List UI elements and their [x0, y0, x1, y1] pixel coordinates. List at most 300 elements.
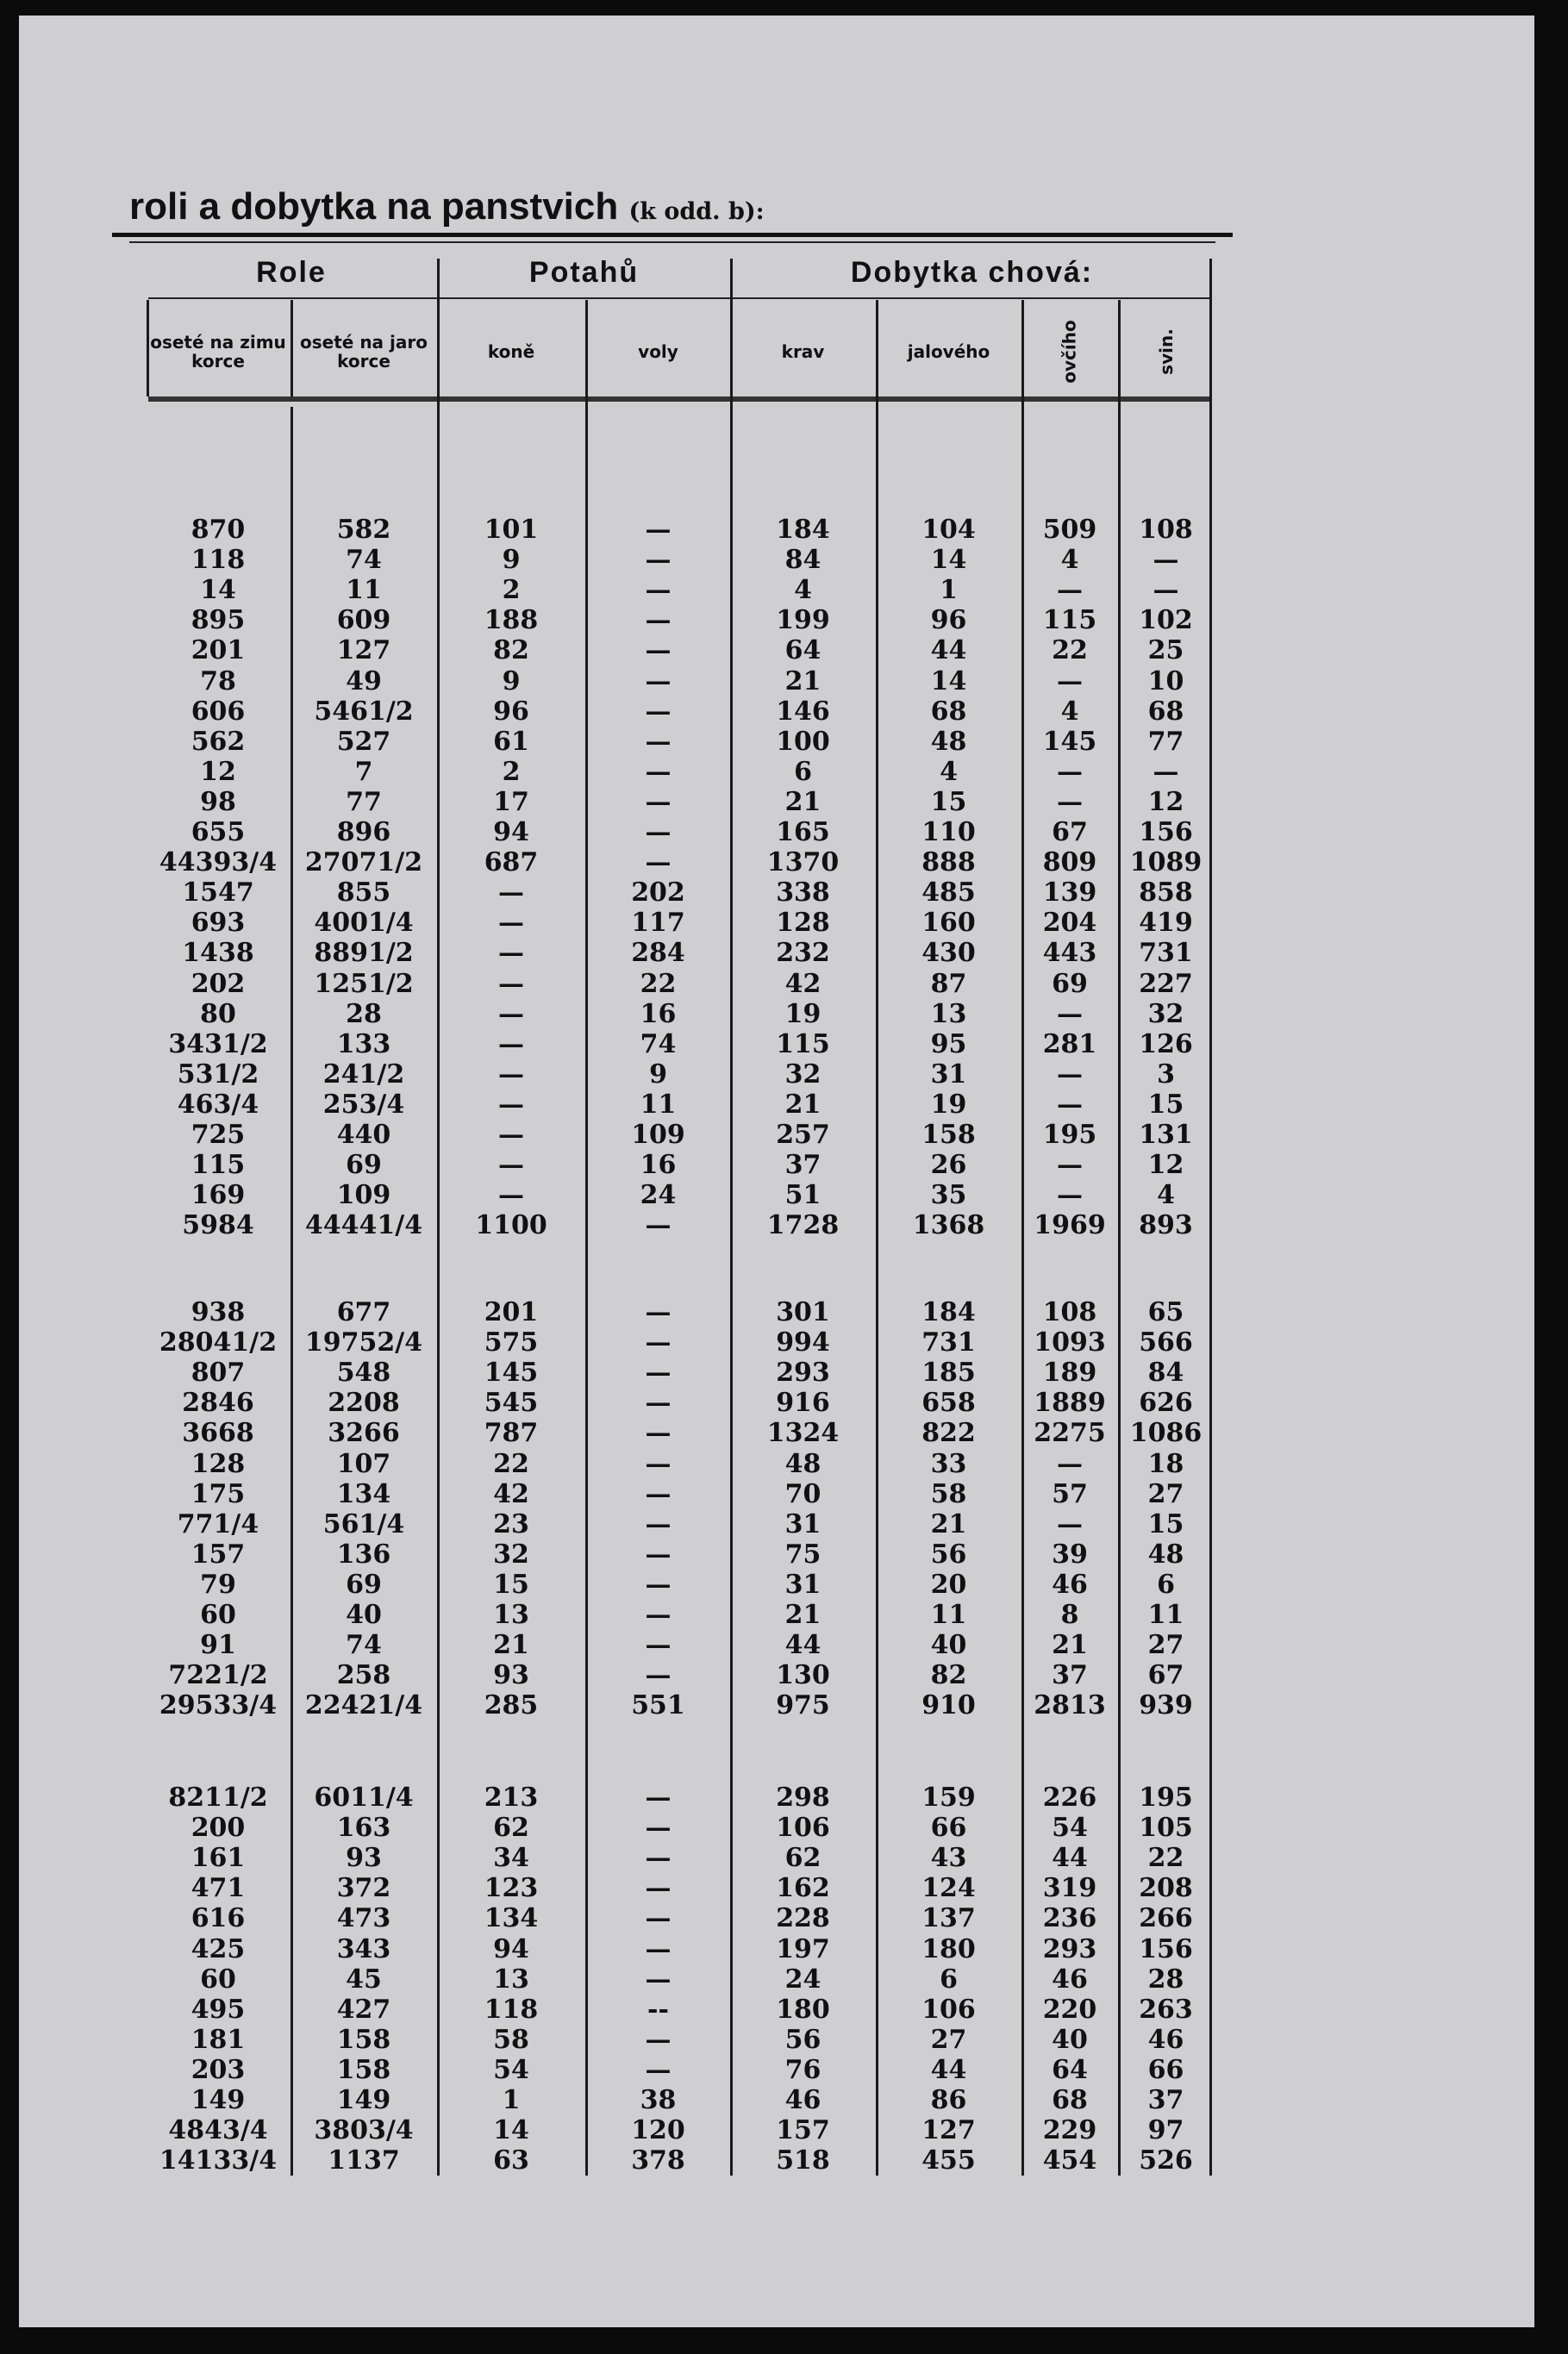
- table-cell: 77: [346, 786, 382, 817]
- table-cell: 48: [930, 726, 967, 757]
- table-cell: 19: [784, 998, 821, 1029]
- table-cell: 1137: [328, 2145, 400, 2176]
- table-cell: 137: [921, 1903, 976, 1934]
- table-cell: 149: [336, 2085, 391, 2115]
- table-cell: 2208: [328, 1388, 400, 1419]
- table-cell: 46: [1052, 1964, 1088, 1995]
- table-cell: 1089: [1129, 847, 1203, 878]
- group-header-dobytka: Dobytka chová:: [850, 256, 1094, 289]
- table-cell: 3803/4: [314, 2115, 414, 2146]
- table-cell: 181: [191, 2024, 246, 2055]
- table-cell: 15: [493, 1569, 529, 1600]
- table-cell: 731: [1139, 938, 1193, 969]
- table-cell: —: [1057, 1058, 1083, 1090]
- table-cell: —: [645, 1297, 672, 1327]
- table-cell: 70: [784, 1478, 821, 1509]
- heading-sub: (k odd. b):: [628, 198, 765, 225]
- table-cell: 18: [1147, 1448, 1184, 1479]
- table-cell: 22: [1147, 1843, 1184, 1874]
- table-cell: 22: [493, 1448, 529, 1479]
- table-cell: —: [1153, 545, 1179, 576]
- table-cell: 115: [191, 1150, 246, 1181]
- table-cell: 473: [336, 1903, 391, 1934]
- table-cell: 57: [1052, 1478, 1088, 1509]
- table-cell: 32: [784, 1058, 821, 1090]
- table-cell: —: [645, 1418, 672, 1449]
- table-cell: 1969: [1034, 1210, 1106, 1241]
- table-cell: —: [645, 1448, 672, 1479]
- table-cell: 1370: [766, 847, 840, 878]
- table-cell: 146: [776, 696, 830, 727]
- col-rule-left: [147, 300, 149, 396]
- table-cell: 485: [921, 877, 976, 909]
- table-cell: —: [498, 1150, 524, 1181]
- table-cell: 7221/2: [168, 1660, 268, 1691]
- table-cell: 257: [776, 1120, 830, 1150]
- table-cell: 20: [930, 1569, 967, 1600]
- table-cell: 677: [336, 1297, 391, 1327]
- table-cell: 440: [336, 1120, 391, 1150]
- table-cell: 203: [191, 2054, 246, 2085]
- table-cell: 1728: [766, 1210, 840, 1241]
- table-cell: 2: [502, 575, 521, 606]
- table-cell: 56: [784, 2024, 821, 2055]
- table-cell: 109: [631, 1120, 685, 1150]
- table-cell: 531/2: [177, 1058, 259, 1090]
- table-cell: 731: [921, 1327, 976, 1358]
- table-cell: 106: [921, 1994, 976, 2025]
- table-cell: 32: [1147, 998, 1184, 1029]
- table-cell: 93: [493, 1660, 529, 1691]
- table-cell: 95: [930, 1028, 967, 1059]
- table-cell: 157: [776, 2115, 830, 2146]
- table-cell: 133: [336, 1028, 391, 1059]
- table-cell: —: [498, 1089, 524, 1120]
- table-cell: 118: [191, 545, 246, 576]
- table-cell: 86: [930, 2085, 967, 2115]
- table-cell: 2846: [182, 1388, 254, 1419]
- table-cell: 12: [1147, 786, 1184, 817]
- table-cell: 118: [484, 1994, 539, 2025]
- table-cell: 5984: [182, 1210, 254, 1241]
- table-cell: 93: [346, 1843, 382, 1874]
- table-cell: 82: [493, 635, 529, 666]
- table-cell: 156: [1139, 1933, 1193, 1964]
- table-cell: 809: [1042, 847, 1097, 878]
- table-cell: 9: [502, 665, 521, 696]
- table-cell: 158: [336, 2024, 391, 2055]
- table-cell: 61: [493, 726, 529, 757]
- table-cell: 84: [784, 545, 821, 576]
- table-cell: 184: [776, 515, 830, 545]
- table-cell: 609: [336, 605, 391, 636]
- table-cell: 562: [191, 726, 246, 757]
- table-cell: 42: [493, 1478, 529, 1509]
- table-cell: 27: [1147, 1478, 1184, 1509]
- table-cell: 430: [921, 938, 976, 969]
- table-cell: 44: [1052, 1843, 1088, 1874]
- table-cell: —: [645, 786, 672, 817]
- table-cell: 127: [921, 2115, 976, 2146]
- table-cell: 23: [493, 1508, 529, 1539]
- table-cell: 975: [776, 1690, 830, 1721]
- table-cell: 66: [1147, 2054, 1184, 2085]
- table-cell: 15: [1147, 1508, 1184, 1539]
- table-cell: 3668: [182, 1418, 254, 1449]
- table-cell: 40: [930, 1630, 967, 1661]
- table-cell: 128: [191, 1448, 246, 1479]
- table-cell: 28041/2: [159, 1327, 278, 1358]
- table-cell: 87: [930, 968, 967, 999]
- table-cell: —: [645, 1660, 672, 1691]
- table-cell: 938: [191, 1297, 246, 1327]
- table-cell: 11: [930, 1600, 967, 1630]
- table-cell: 8: [1060, 1600, 1079, 1630]
- table-cell: 69: [346, 1569, 382, 1600]
- table-cell: 44: [784, 1630, 821, 1661]
- table-cell: —: [1057, 1448, 1083, 1479]
- table-cell: 896: [336, 817, 391, 847]
- table-cell: 319: [1042, 1873, 1097, 1904]
- table-cell: 11: [346, 575, 382, 606]
- table-cell: 46: [1052, 1569, 1088, 1600]
- table-cell: 100: [776, 726, 830, 757]
- table-cell: 158: [336, 2054, 391, 2085]
- table-cell: 8891/2: [314, 938, 414, 969]
- table-cell: 201: [191, 635, 246, 666]
- table-cell: 575: [484, 1327, 539, 1358]
- table-cell: —: [645, 575, 672, 606]
- table-cell: 74: [640, 1028, 677, 1059]
- table-cell: 11: [640, 1089, 677, 1120]
- table-cell: 79: [200, 1569, 236, 1600]
- table-cell: 916: [776, 1388, 830, 1419]
- table-cell: —: [645, 817, 672, 847]
- table-cell: 45: [346, 1964, 382, 1995]
- table-cell: —: [645, 1600, 672, 1630]
- table-cell: 107: [336, 1448, 391, 1479]
- table-cell: 213: [484, 1783, 539, 1813]
- table-cell: 25: [1147, 635, 1184, 666]
- table-cell: 24: [640, 1180, 677, 1211]
- table-cell: 130: [776, 1660, 830, 1691]
- table-cell: 65: [1147, 1297, 1184, 1327]
- table-cell: 56: [930, 1539, 967, 1570]
- table-cell: 284: [631, 938, 685, 969]
- table-cell: 858: [1139, 877, 1193, 909]
- table-cell: 208: [1139, 1873, 1193, 1904]
- table-cell: 31: [930, 1058, 967, 1090]
- table-cell: —: [645, 1358, 672, 1389]
- table-cell: 10: [1147, 665, 1184, 696]
- table-cell: 120: [631, 2115, 685, 2146]
- table-cell: 29533/4: [159, 1690, 278, 1721]
- table-cell: 124: [921, 1873, 976, 1904]
- table-cell: 31: [784, 1508, 821, 1539]
- table-cell: 301: [776, 1297, 830, 1327]
- table-cell: 518: [776, 2145, 830, 2176]
- table-cell: —: [645, 1539, 672, 1570]
- table-cell: —: [645, 756, 672, 787]
- table-cell: 38: [640, 2085, 677, 2115]
- table-cell: 9: [649, 1058, 667, 1090]
- table-cell: 298: [776, 1783, 830, 1813]
- table-cell: 4843/4: [168, 2115, 268, 2146]
- table-cell: —: [1153, 756, 1179, 787]
- table-cell: 5461/2: [314, 696, 414, 727]
- col-header-zima: oseté na zimu korce: [150, 331, 286, 372]
- table-cell: 54: [493, 2054, 529, 2085]
- table-cell: 281: [1042, 1028, 1097, 1059]
- table-cell: 12: [200, 756, 236, 787]
- table-cell: —: [645, 635, 672, 666]
- table-cell: 19: [930, 1089, 967, 1120]
- table-cell: 127: [336, 635, 391, 666]
- table-cell: 44441/4: [304, 1210, 423, 1241]
- table-cell: 9: [502, 545, 521, 576]
- table-cell: 185: [921, 1358, 976, 1389]
- table-cell: 895: [191, 605, 246, 636]
- table-cell: 40: [346, 1600, 382, 1630]
- table-cell: 606: [191, 696, 246, 727]
- table-cell: 253/4: [322, 1089, 405, 1120]
- col-header-jaro: oseté na jaro korce: [300, 331, 428, 372]
- table-cell: —: [645, 2054, 672, 2085]
- table-cell: 46: [784, 2085, 821, 2115]
- table-cell: 60: [200, 1600, 236, 1630]
- table-cell: 419: [1139, 908, 1193, 939]
- table-cell: 28: [1147, 1964, 1184, 1995]
- table-cell: 14: [930, 665, 967, 696]
- table-cell: 40: [1052, 2024, 1088, 2055]
- table-cell: 21: [784, 1600, 821, 1630]
- table-cell: 68: [1147, 696, 1184, 727]
- table-cell: 509: [1042, 515, 1097, 545]
- table-cell: —: [1057, 1508, 1083, 1539]
- table-cell: 98: [200, 786, 236, 817]
- table-cell: 566: [1139, 1327, 1193, 1358]
- table-cell: —: [645, 515, 672, 545]
- table-cell: 548: [336, 1358, 391, 1389]
- table-cell: —: [645, 1964, 672, 1995]
- table-cell: 37: [1147, 2085, 1184, 2115]
- table-cell: —: [645, 847, 672, 878]
- table-cell: 855: [336, 877, 391, 909]
- table-cell: 1093: [1034, 1327, 1106, 1358]
- table-cell: 180: [776, 1994, 830, 2025]
- table-cell: 94: [493, 1933, 529, 1964]
- table-cell: —: [645, 726, 672, 757]
- table-cell: 1889: [1034, 1388, 1106, 1419]
- table-cell: 228: [776, 1903, 830, 1934]
- table-cell: 3266: [328, 1418, 400, 1449]
- table-cell: 3431/2: [168, 1028, 268, 1059]
- table-cell: --: [647, 1994, 669, 2025]
- table-cell: 80: [200, 998, 236, 1029]
- table-cell: 145: [484, 1358, 539, 1389]
- table-cell: 134: [484, 1903, 539, 1934]
- table-cell: 4001/4: [314, 908, 414, 939]
- table-cell: —: [498, 1120, 524, 1150]
- table-cell: 1: [940, 575, 958, 606]
- table-cell: 74: [346, 545, 382, 576]
- table-cell: —: [498, 998, 524, 1029]
- table-cell: 14: [930, 545, 967, 576]
- table-cell: 131: [1139, 1120, 1193, 1150]
- table-cell: 455: [921, 2145, 976, 2176]
- table-cell: 76: [784, 2054, 821, 2085]
- table-cell: 75: [784, 1539, 821, 1570]
- table-cell: 197: [776, 1933, 830, 1964]
- table-cell: 4: [1060, 696, 1079, 727]
- table-cell: 204: [1042, 908, 1097, 939]
- table-cell: 463/4: [177, 1089, 259, 1120]
- table-cell: 84: [1147, 1358, 1184, 1389]
- table-cell: 443: [1042, 938, 1097, 969]
- table-cell: 48: [784, 1448, 821, 1479]
- table-cell: 199: [776, 605, 830, 636]
- table-cell: —: [1057, 1180, 1083, 1211]
- header-divider: [148, 297, 1211, 299]
- table-cell: 26: [930, 1150, 967, 1181]
- table-cell: —: [645, 696, 672, 727]
- group-header-role: Role: [256, 256, 327, 289]
- table-cell: 49: [346, 665, 382, 696]
- table-cell: 4: [794, 575, 812, 606]
- table-cell: —: [1057, 1089, 1083, 1120]
- col-header-jaloveho: jalového: [907, 340, 990, 362]
- table-cell: 2: [502, 756, 521, 787]
- table-cell: —: [645, 1478, 672, 1509]
- table-cell: 19752/4: [304, 1327, 423, 1358]
- table-cell: 64: [1052, 2054, 1088, 2085]
- heading-main: roli a dobytka na panstvich: [129, 185, 619, 228]
- table-cell: 102: [1139, 605, 1193, 636]
- table-cell: 807: [191, 1358, 246, 1389]
- table-cell: 42: [784, 968, 821, 999]
- table-cell: 454: [1042, 2145, 1097, 2176]
- table-cell: 126: [1139, 1028, 1193, 1059]
- table-cell: 14: [200, 575, 236, 606]
- table-cell: 37: [784, 1150, 821, 1181]
- table-cell: 46: [1147, 2024, 1184, 2055]
- table-cell: 27071/2: [304, 847, 423, 878]
- table-cell: —: [498, 938, 524, 969]
- table-cell: 526: [1139, 2145, 1193, 2176]
- table-cell: 425: [191, 1933, 246, 1964]
- table-cell: —: [498, 968, 524, 999]
- table-cell: 561/4: [322, 1508, 405, 1539]
- table-cell: 162: [776, 1873, 830, 1904]
- table-cell: 626: [1139, 1388, 1193, 1419]
- table-cell: 1: [502, 2085, 521, 2115]
- table-cell: 62: [784, 1843, 821, 1874]
- table-cell: 870: [191, 515, 246, 545]
- top-rule-thin: [129, 241, 1215, 243]
- col-header-ovciho: [1024, 306, 1115, 396]
- table-cell: 11: [1147, 1600, 1184, 1630]
- table-cell: 163: [336, 1813, 391, 1844]
- table-cell: 21: [930, 1508, 967, 1539]
- table-cell: 66: [930, 1813, 967, 1844]
- table-cell: 658: [921, 1388, 976, 1419]
- table-cell: 229: [1042, 2115, 1097, 2146]
- table-cell: 4: [1060, 545, 1079, 576]
- col-header-ovciho-label: ovčího: [1059, 319, 1080, 384]
- table-cell: 21: [784, 1089, 821, 1120]
- col-rule: [290, 300, 293, 396]
- table-cell: 687: [484, 847, 539, 878]
- table-cell: 6: [794, 756, 812, 787]
- table-cell: 939: [1139, 1690, 1193, 1721]
- table-cell: 545: [484, 1388, 539, 1419]
- table-cell: 21: [493, 1630, 529, 1661]
- table-cell: —: [645, 1388, 672, 1419]
- table-cell: 994: [776, 1327, 830, 1358]
- table-cell: —: [498, 1058, 524, 1090]
- table-cell: —: [1057, 665, 1083, 696]
- table-cell: 134: [336, 1478, 391, 1509]
- table-cell: 285: [484, 1690, 539, 1721]
- table-cell: 39: [1052, 1539, 1088, 1570]
- table-cell: —: [645, 1813, 672, 1844]
- table-cell: 22421/4: [304, 1690, 423, 1721]
- table-cell: 67: [1052, 817, 1088, 847]
- table-cell: 91: [200, 1630, 236, 1661]
- col-header-voly: voly: [638, 340, 678, 362]
- table-cell: 161: [191, 1843, 246, 1874]
- table-cell: 37: [1052, 1660, 1088, 1691]
- table-cell: —: [498, 1028, 524, 1059]
- table-cell: 655: [191, 817, 246, 847]
- table-cell: 62: [493, 1813, 529, 1844]
- table-cell: —: [1057, 1150, 1083, 1181]
- table-cell: 427: [336, 1994, 391, 2025]
- table-cell: 8211/2: [168, 1783, 268, 1813]
- table-cell: 1086: [1129, 1418, 1203, 1449]
- table-cell: 200: [191, 1813, 246, 1844]
- table-cell: 495: [191, 1994, 246, 2025]
- table-cell: 44: [930, 2054, 967, 2085]
- table-cell: 888: [921, 847, 976, 878]
- table-cell: 96: [493, 696, 529, 727]
- table-cell: 110: [921, 817, 976, 847]
- table-cell: 115: [776, 1028, 830, 1059]
- table-cell: 64: [784, 635, 821, 666]
- table-cell: 68: [1052, 2085, 1088, 2115]
- table-cell: —: [498, 908, 524, 939]
- table-cell: 15: [930, 786, 967, 817]
- table-cell: 101: [484, 515, 539, 545]
- table-cell: —: [1153, 575, 1179, 606]
- table-cell: 97: [1147, 2115, 1184, 2146]
- table-cell: 241/2: [322, 1058, 405, 1090]
- header-bottom-rule: [148, 396, 1211, 402]
- table-cell: 58: [930, 1478, 967, 1509]
- table-cell: 94: [493, 817, 529, 847]
- table-cell: 4: [940, 756, 958, 787]
- table-cell: 189: [1042, 1358, 1097, 1389]
- table-cell: 21: [784, 665, 821, 696]
- table-cell: 293: [776, 1358, 830, 1389]
- table-cell: 787: [484, 1418, 539, 1449]
- table-cell: 32: [493, 1539, 529, 1570]
- table-cell: 16: [640, 1150, 677, 1181]
- table-cell: 158: [921, 1120, 976, 1150]
- table-cell: 149: [191, 2085, 246, 2115]
- table-cell: 96: [930, 605, 967, 636]
- col-header-svin-label: svin.: [1155, 328, 1177, 375]
